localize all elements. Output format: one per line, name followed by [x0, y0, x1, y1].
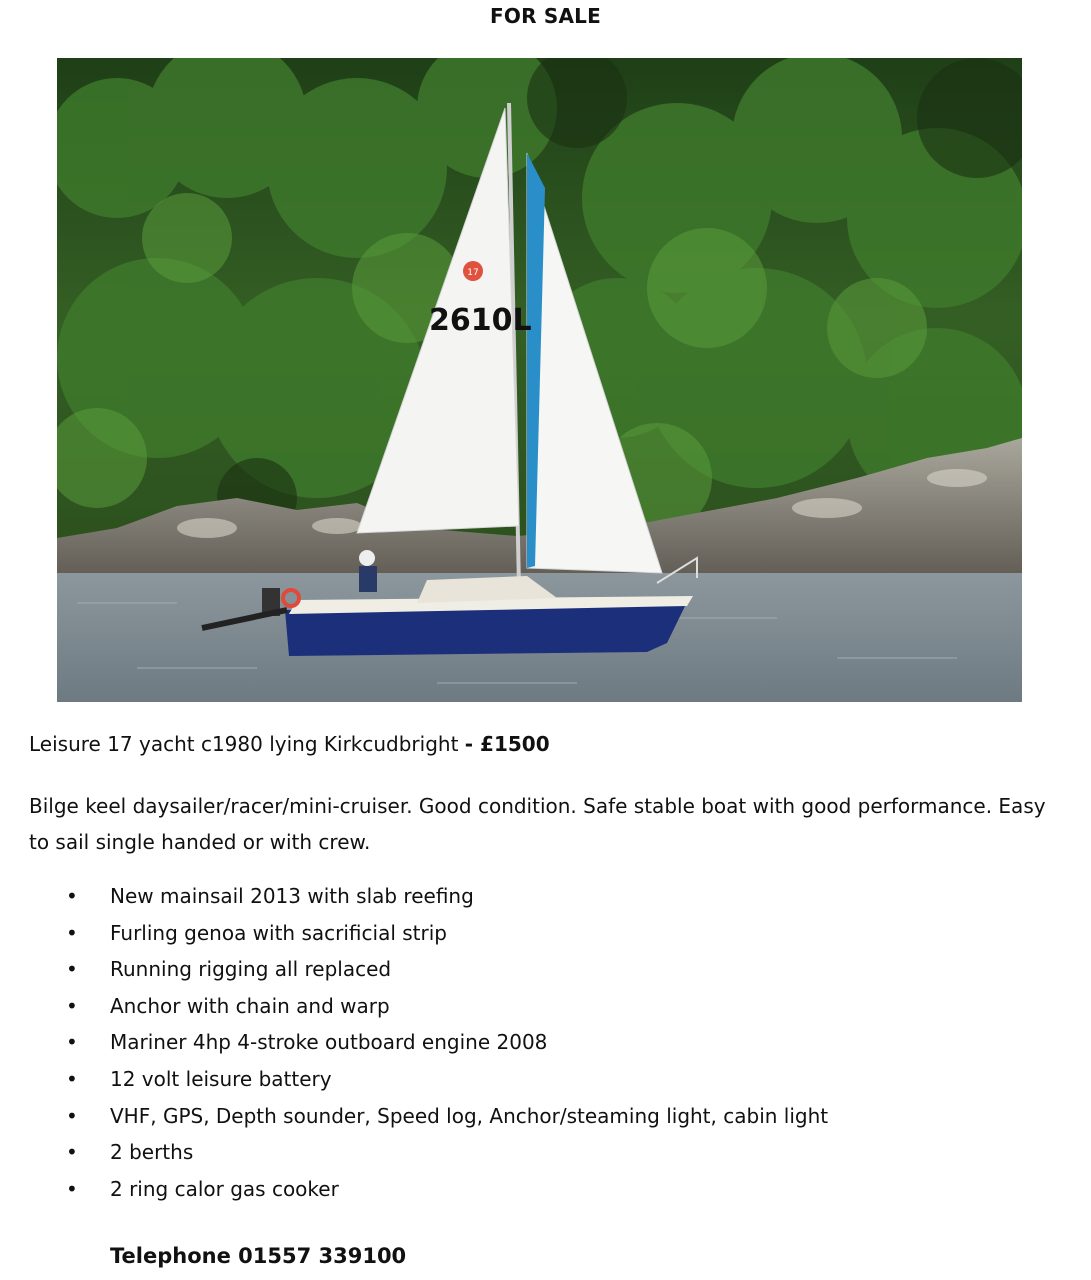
bullet-icon: • [66, 1030, 78, 1055]
sail-class-badge: 17 [467, 268, 479, 278]
sailboat-photo [57, 58, 1022, 702]
bullet-icon: • [66, 920, 78, 945]
feature-text: Mariner 4hp 4-stroke outboard engine 2008 [110, 1030, 548, 1055]
feature-text: VHF, GPS, Depth sounder, Speed log, Anchor/steaming light, cabin light [110, 1103, 829, 1128]
list-item [0, 1171, 828, 1208]
feature-text: 2 ring calor gas cooker [110, 1176, 339, 1201]
list-item [0, 988, 828, 1025]
list-item [0, 1061, 828, 1098]
price: - £1500 [464, 732, 550, 756]
feature-list [0, 878, 828, 1207]
bullet-icon: • [66, 1140, 78, 1165]
page-title: FOR SALE [490, 4, 601, 28]
headline-text: Leisure 17 yacht c1980 lying Kirkcudbright [29, 732, 465, 756]
list-item [0, 878, 828, 915]
bullet-icon: • [66, 993, 78, 1018]
list-item [0, 915, 828, 952]
contact-telephone: Telephone 01557 339100 [110, 1244, 407, 1268]
list-item [0, 1024, 828, 1061]
bullet-icon: • [66, 1103, 78, 1128]
list-item [0, 1098, 828, 1135]
sail-number: 2610L [429, 303, 532, 338]
bullet-icon: • [66, 884, 78, 908]
listing-headline [29, 732, 550, 756]
feature-text: Furling genoa with sacrificial strip [110, 920, 447, 945]
bullet-icon: • [66, 957, 78, 982]
feature-text: Anchor with chain and warp [110, 993, 390, 1018]
feature-text: New mainsail 2013 with slab reefing [110, 884, 474, 908]
list-item [0, 951, 828, 988]
feature-text: Running rigging all replaced [110, 957, 392, 982]
listing-description: Bilge keel daysailer/racer/mini-cruiser. Good condition. Safe stable boat with good performance. Easy to sail single handed or with crew. [29, 794, 1046, 854]
bullet-icon: • [66, 1066, 78, 1091]
feature-text: 12 volt leisure battery [110, 1066, 332, 1091]
bullet-icon: • [66, 1176, 78, 1201]
list-item [0, 1134, 828, 1171]
feature-text: 2 berths [110, 1140, 194, 1165]
sailboat-illustration [57, 58, 1022, 702]
